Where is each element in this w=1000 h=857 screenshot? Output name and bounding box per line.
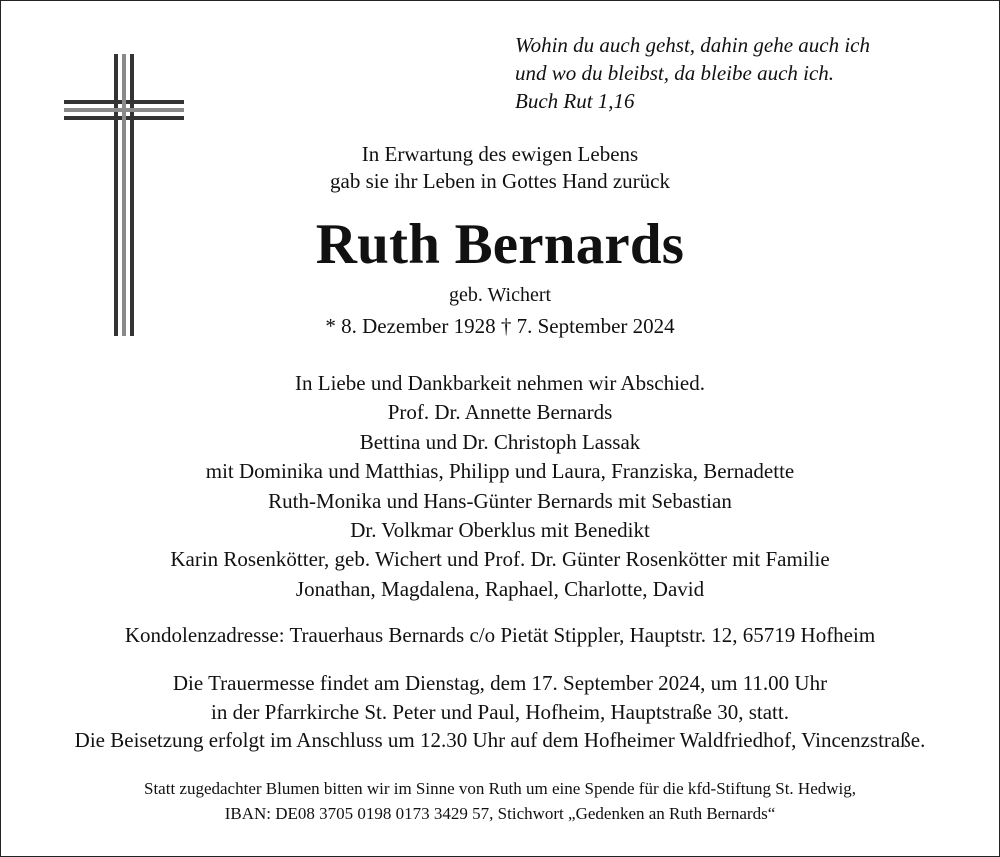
mourners-list <box>0 369 1000 604</box>
mourners-line: Bettina und Dr. Christoph Lassak <box>359 429 641 454</box>
mourners-line: In Liebe und Dankbarkeit nehmen wir Abschied. <box>295 371 705 395</box>
mourners-line: mit Dominika und Matthias, Philipp und Laura, Franziska, Bernadette <box>205 459 795 484</box>
intro-line: In Erwartung des ewigen Lebens <box>361 142 639 166</box>
quote-source: Buch Rut 1,16 <box>515 89 635 113</box>
donation-note <box>0 776 1000 826</box>
donation-line: Statt zugedachter Blumen bitten wir im Sinne von Ruth um eine Spende für die kfd-Stiftung St. Hedwig, <box>144 779 856 798</box>
service-line: Die Trauermesse findet am Dienstag, dem 17. September 2024, um 11.00 Uhr <box>172 671 828 695</box>
mourners-line: Karin Rosenkötter, geb. Wichert und Prof. Dr. Günter Rosenkötter mit Familie <box>170 547 830 572</box>
mourners-line: Ruth-Monika und Hans-Günter Bernards mit Sebastian <box>268 488 732 513</box>
service-line: in der Pfarrkirche St. Peter und Paul, Hofheim, Hauptstraße 30, statt. <box>211 699 789 724</box>
mourners-line: Prof. Dr. Annette Bernards <box>387 400 613 425</box>
quote-line: und wo du bleibst, da bleibe auch ich. <box>515 61 835 85</box>
donation-line: IBAN: DE08 3705 0198 0173 3429 57, Stichwort „Gedenken an Ruth Bernards“ <box>224 804 776 823</box>
quote-line: Wohin du auch gehst, dahin gehe auch ich <box>515 33 871 57</box>
deceased-name: Ruth Bernards <box>315 213 685 276</box>
service-info <box>0 669 1000 755</box>
mourners-line: Dr. Volkmar Oberklus mit Benedikt <box>350 518 650 543</box>
mourners-line: Jonathan, Magdalena, Raphael, Charlotte, David <box>295 576 705 601</box>
intro-text <box>0 141 1000 195</box>
birth-name: geb. Wichert <box>448 284 552 306</box>
service-line: Die Beisetzung erfolgt im Anschluss um 12.30 Uhr auf dem Hofheimer Waldfriedhof, Vincenzstraße. <box>74 728 926 752</box>
bible-quote <box>515 31 870 115</box>
life-dates: * 8. Dezember 1928 † 7. September 2024 <box>325 314 675 338</box>
condolence-address: Kondolenzadresse: Trauerhaus Bernards c/o Pietät Stippler, Hauptstr. 12, 65719 Hofheim <box>124 623 876 647</box>
intro-line: gab sie ihr Leben in Gottes Hand zurück <box>330 169 670 193</box>
